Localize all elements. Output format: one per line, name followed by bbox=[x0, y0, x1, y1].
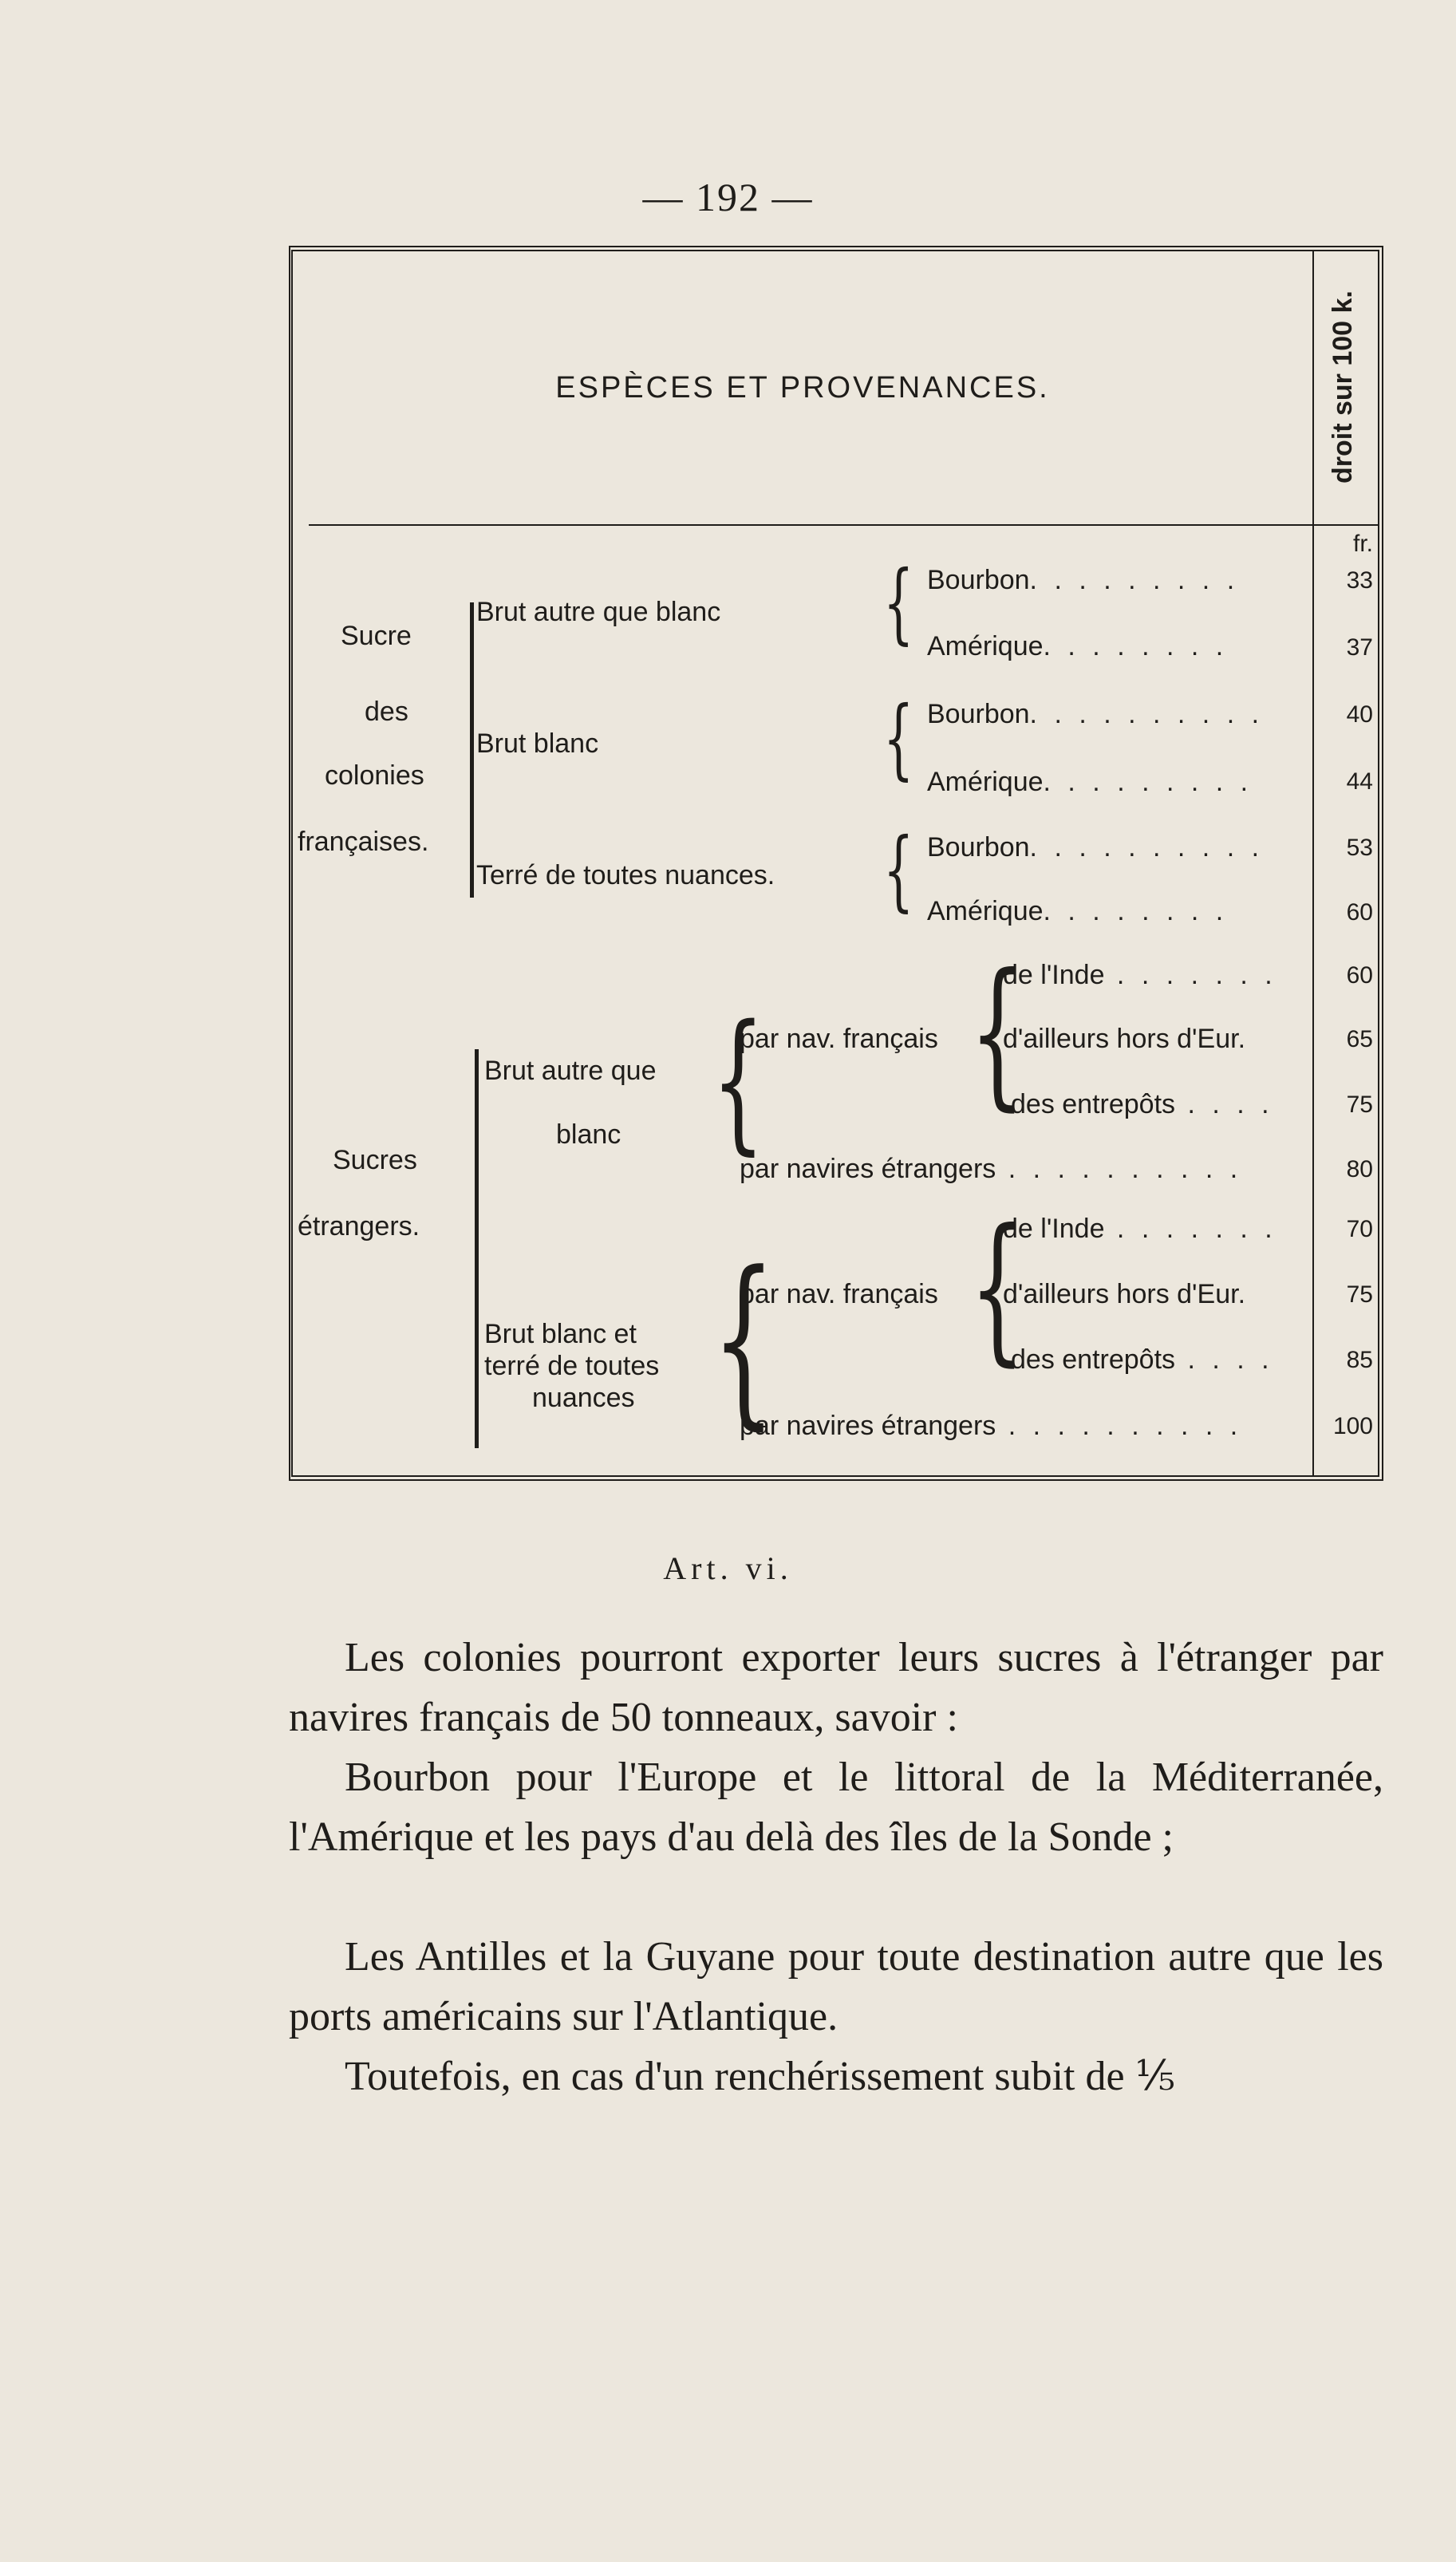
colonial-group-2: Brut blanc bbox=[476, 728, 599, 759]
foreign-group-b-3: nuances bbox=[532, 1383, 635, 1413]
paragraph: Les Antilles et la Guyane pour toute destination autre que les ports américains sur l'Atlantique. bbox=[289, 1934, 1383, 2039]
table-row: de l'Inde . . . . . . . bbox=[1003, 960, 1277, 990]
by-french-ship-a: par nav. français bbox=[740, 1024, 938, 1054]
origin-label: Bourbon bbox=[927, 565, 1030, 595]
paragraph: Bourbon pour l'Europe et le littoral de la Méditerranée, l'Amérique et les pays d'au delà des îles de la Sonde ; bbox=[289, 1755, 1383, 1860]
colonial-group-3: Terré de toutes nuances. bbox=[476, 860, 775, 890]
column-rule bbox=[1312, 251, 1314, 1475]
duty-value: 53 bbox=[1346, 835, 1373, 861]
foreign-label-2: étrangers. bbox=[298, 1211, 420, 1242]
duty-value: 75 bbox=[1346, 1281, 1373, 1308]
origin-label: des entrepôts bbox=[1011, 1344, 1176, 1375]
duty-value: 85 bbox=[1346, 1347, 1373, 1373]
colonial-label-2: des bbox=[365, 697, 408, 727]
colonial-bracket bbox=[470, 602, 474, 898]
foreign-bracket bbox=[475, 1049, 479, 1448]
origin-label: Amérique bbox=[927, 767, 1044, 797]
origin-label: de l'Inde bbox=[1003, 960, 1105, 990]
duty-value: 100 bbox=[1332, 1413, 1373, 1439]
foreign-origin: d'ailleurs hors d'Eur. bbox=[1003, 1279, 1246, 1309]
brace-icon: { bbox=[883, 687, 914, 789]
page-number: — 192 — bbox=[642, 175, 814, 219]
brace-icon: { bbox=[712, 1234, 776, 1447]
origin-label: Bourbon bbox=[927, 832, 1030, 863]
brace-icon: { bbox=[969, 940, 1025, 1126]
paragraph: Toutefois, en cas d'un renchérissement subit de ⅕ bbox=[345, 2054, 1175, 2099]
foreign-origin: d'ailleurs hors d'Eur. bbox=[1003, 1024, 1246, 1054]
duty-value: 40 bbox=[1346, 701, 1373, 728]
header-species: ESPÈCES ET PROVENANCES. bbox=[555, 371, 1050, 405]
origin-label: par navires étrangers bbox=[740, 1411, 996, 1441]
header-duty: droit sur 100 k. bbox=[1328, 290, 1358, 484]
table-row: par navires étrangers . . . . . . . . . . bbox=[740, 1154, 1243, 1184]
origin-label: des entrepôts bbox=[1011, 1089, 1176, 1119]
table-row: des entrepôts . . . . bbox=[1011, 1344, 1274, 1375]
duty-value: 80 bbox=[1346, 1156, 1373, 1182]
duty-value: 75 bbox=[1346, 1092, 1373, 1118]
table-row: des entrepôts . . . . bbox=[1011, 1089, 1274, 1119]
colonial-label-4: françaises. bbox=[298, 827, 429, 857]
duty-value: 70 bbox=[1346, 1216, 1373, 1242]
foreign-group-b-1: Brut blanc et bbox=[484, 1319, 637, 1349]
foreign-group-a-2: blanc bbox=[556, 1119, 621, 1150]
paragraph: Les colonies pourront exporter leurs sucres à l'étranger par navires français de 50 tonneaux, savoir : bbox=[289, 1635, 1383, 1740]
brace-icon: { bbox=[883, 551, 914, 653]
foreign-group-a-1: Brut autre que bbox=[484, 1056, 657, 1086]
brace-icon: { bbox=[712, 993, 765, 1169]
brace-icon: { bbox=[883, 819, 914, 921]
unit-label: fr. bbox=[1352, 531, 1373, 557]
colonial-label-1: Sucre bbox=[341, 621, 412, 651]
origin-label: Amérique bbox=[927, 631, 1044, 661]
header-rule bbox=[309, 524, 1378, 526]
table-row: Bourbon. . . . . . . . . . bbox=[927, 832, 1265, 863]
colonial-group-1: Brut autre que blanc bbox=[476, 597, 721, 627]
brace-icon: { bbox=[969, 1195, 1025, 1381]
origin-label: Amérique bbox=[927, 896, 1044, 926]
by-french-ship-b: par nav. français bbox=[740, 1279, 938, 1309]
duty-value: 60 bbox=[1346, 899, 1373, 926]
colonial-label-3: colonies bbox=[325, 760, 424, 791]
origin-label: par navires étrangers bbox=[740, 1154, 996, 1184]
table-row: Amérique. . . . . . . . bbox=[927, 631, 1229, 661]
duty-value: 44 bbox=[1346, 768, 1373, 795]
table-row: par navires étrangers . . . . . . . . . . bbox=[740, 1411, 1243, 1441]
origin-label: Bourbon bbox=[927, 699, 1030, 729]
tariff-table bbox=[289, 246, 1383, 1481]
table-row: Bourbon. . . . . . . . . . bbox=[927, 699, 1265, 729]
table-row: Amérique. . . . . . . . bbox=[927, 896, 1229, 926]
duty-value: 65 bbox=[1346, 1026, 1373, 1052]
duty-value: 33 bbox=[1346, 567, 1373, 594]
table-row: Bourbon. . . . . . . . . bbox=[927, 565, 1240, 595]
origin-label: de l'Inde bbox=[1003, 1214, 1105, 1244]
table-row: Amérique. . . . . . . . . bbox=[927, 767, 1253, 797]
duty-value: 60 bbox=[1346, 962, 1373, 989]
article-title: Art. vi. bbox=[663, 1550, 793, 1586]
table-row: de l'Inde . . . . . . . bbox=[1003, 1214, 1277, 1244]
foreign-label-1: Sucres bbox=[333, 1145, 417, 1175]
foreign-group-b-2: terré de toutes bbox=[484, 1351, 660, 1381]
duty-value: 37 bbox=[1346, 634, 1373, 661]
